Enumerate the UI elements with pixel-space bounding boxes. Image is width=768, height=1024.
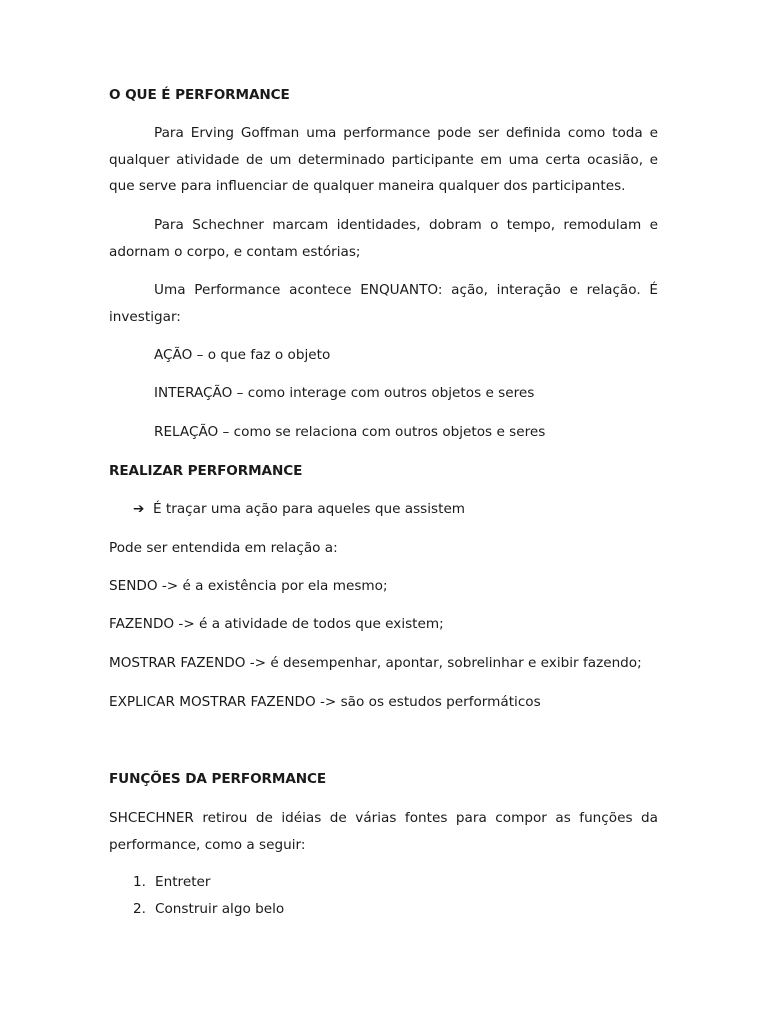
paragraph-shcechner: SHCECHNER retirou de idéias de várias fontes para compor as funções da performance, como a seguir: [109,810,658,853]
heading-realizar-performance: REALIZAR PERFORMANCE [109,463,303,479]
heading-o-que-e-performance: O QUE É PERFORMANCE [109,87,290,103]
bullet-tracar-text: É traçar uma ação para aqueles que assistem [153,501,466,517]
line-mostrar-fazendo: MOSTRAR FAZENDO -> é desempenhar, apontar, sobrelinhar e exibir fazendo; [109,655,642,671]
bullet-tracar [133,500,465,518]
list-item-text: Entreter [155,874,211,890]
item-relacao: RELAÇÃO – como se relaciona com outros objetos e seres [154,424,546,440]
paragraph-goffman: Para Erving Goffman uma performance pode ser definida como toda e qualquer atividade de um determinado participante em uma certa ocasião, e que serve para influenciar de qualquer maneira qualquer dos participantes. [109,125,658,194]
paragraph-enquanto: Uma Performance acontece ENQUANTO: ação, interação e relação. É investigar: [109,282,658,325]
item-acao: AÇÃO – o que faz o objeto [154,347,331,363]
list-item [133,869,210,896]
list-item-number: 2. [133,901,146,917]
line-entendida: Pode ser entendida em relação a: [109,540,338,556]
heading-funcoes-da-performance: FUNÇÕES DA PERFORMANCE [109,771,327,787]
document-page [109,0,658,1024]
list-item-text: Construir algo belo [155,901,285,917]
line-explicar-mostrar-fazendo: EXPLICAR MOSTRAR FAZENDO -> são os estudos performáticos [109,694,541,710]
list-item-number: 1. [133,874,146,890]
item-interacao: INTERAÇÃO – como interage com outros objetos e seres [154,385,535,401]
arrow-right-icon: ➔ [133,501,145,517]
list-item [133,896,284,923]
line-fazendo: FAZENDO -> é a atividade de todos que existem; [109,616,444,632]
line-sendo: SENDO -> é a existência por ela mesmo; [109,578,388,594]
paragraph-schechner: Para Schechner marcam identidades, dobram o tempo, remodulam e adornam o corpo, e contam estórias; [109,217,658,260]
